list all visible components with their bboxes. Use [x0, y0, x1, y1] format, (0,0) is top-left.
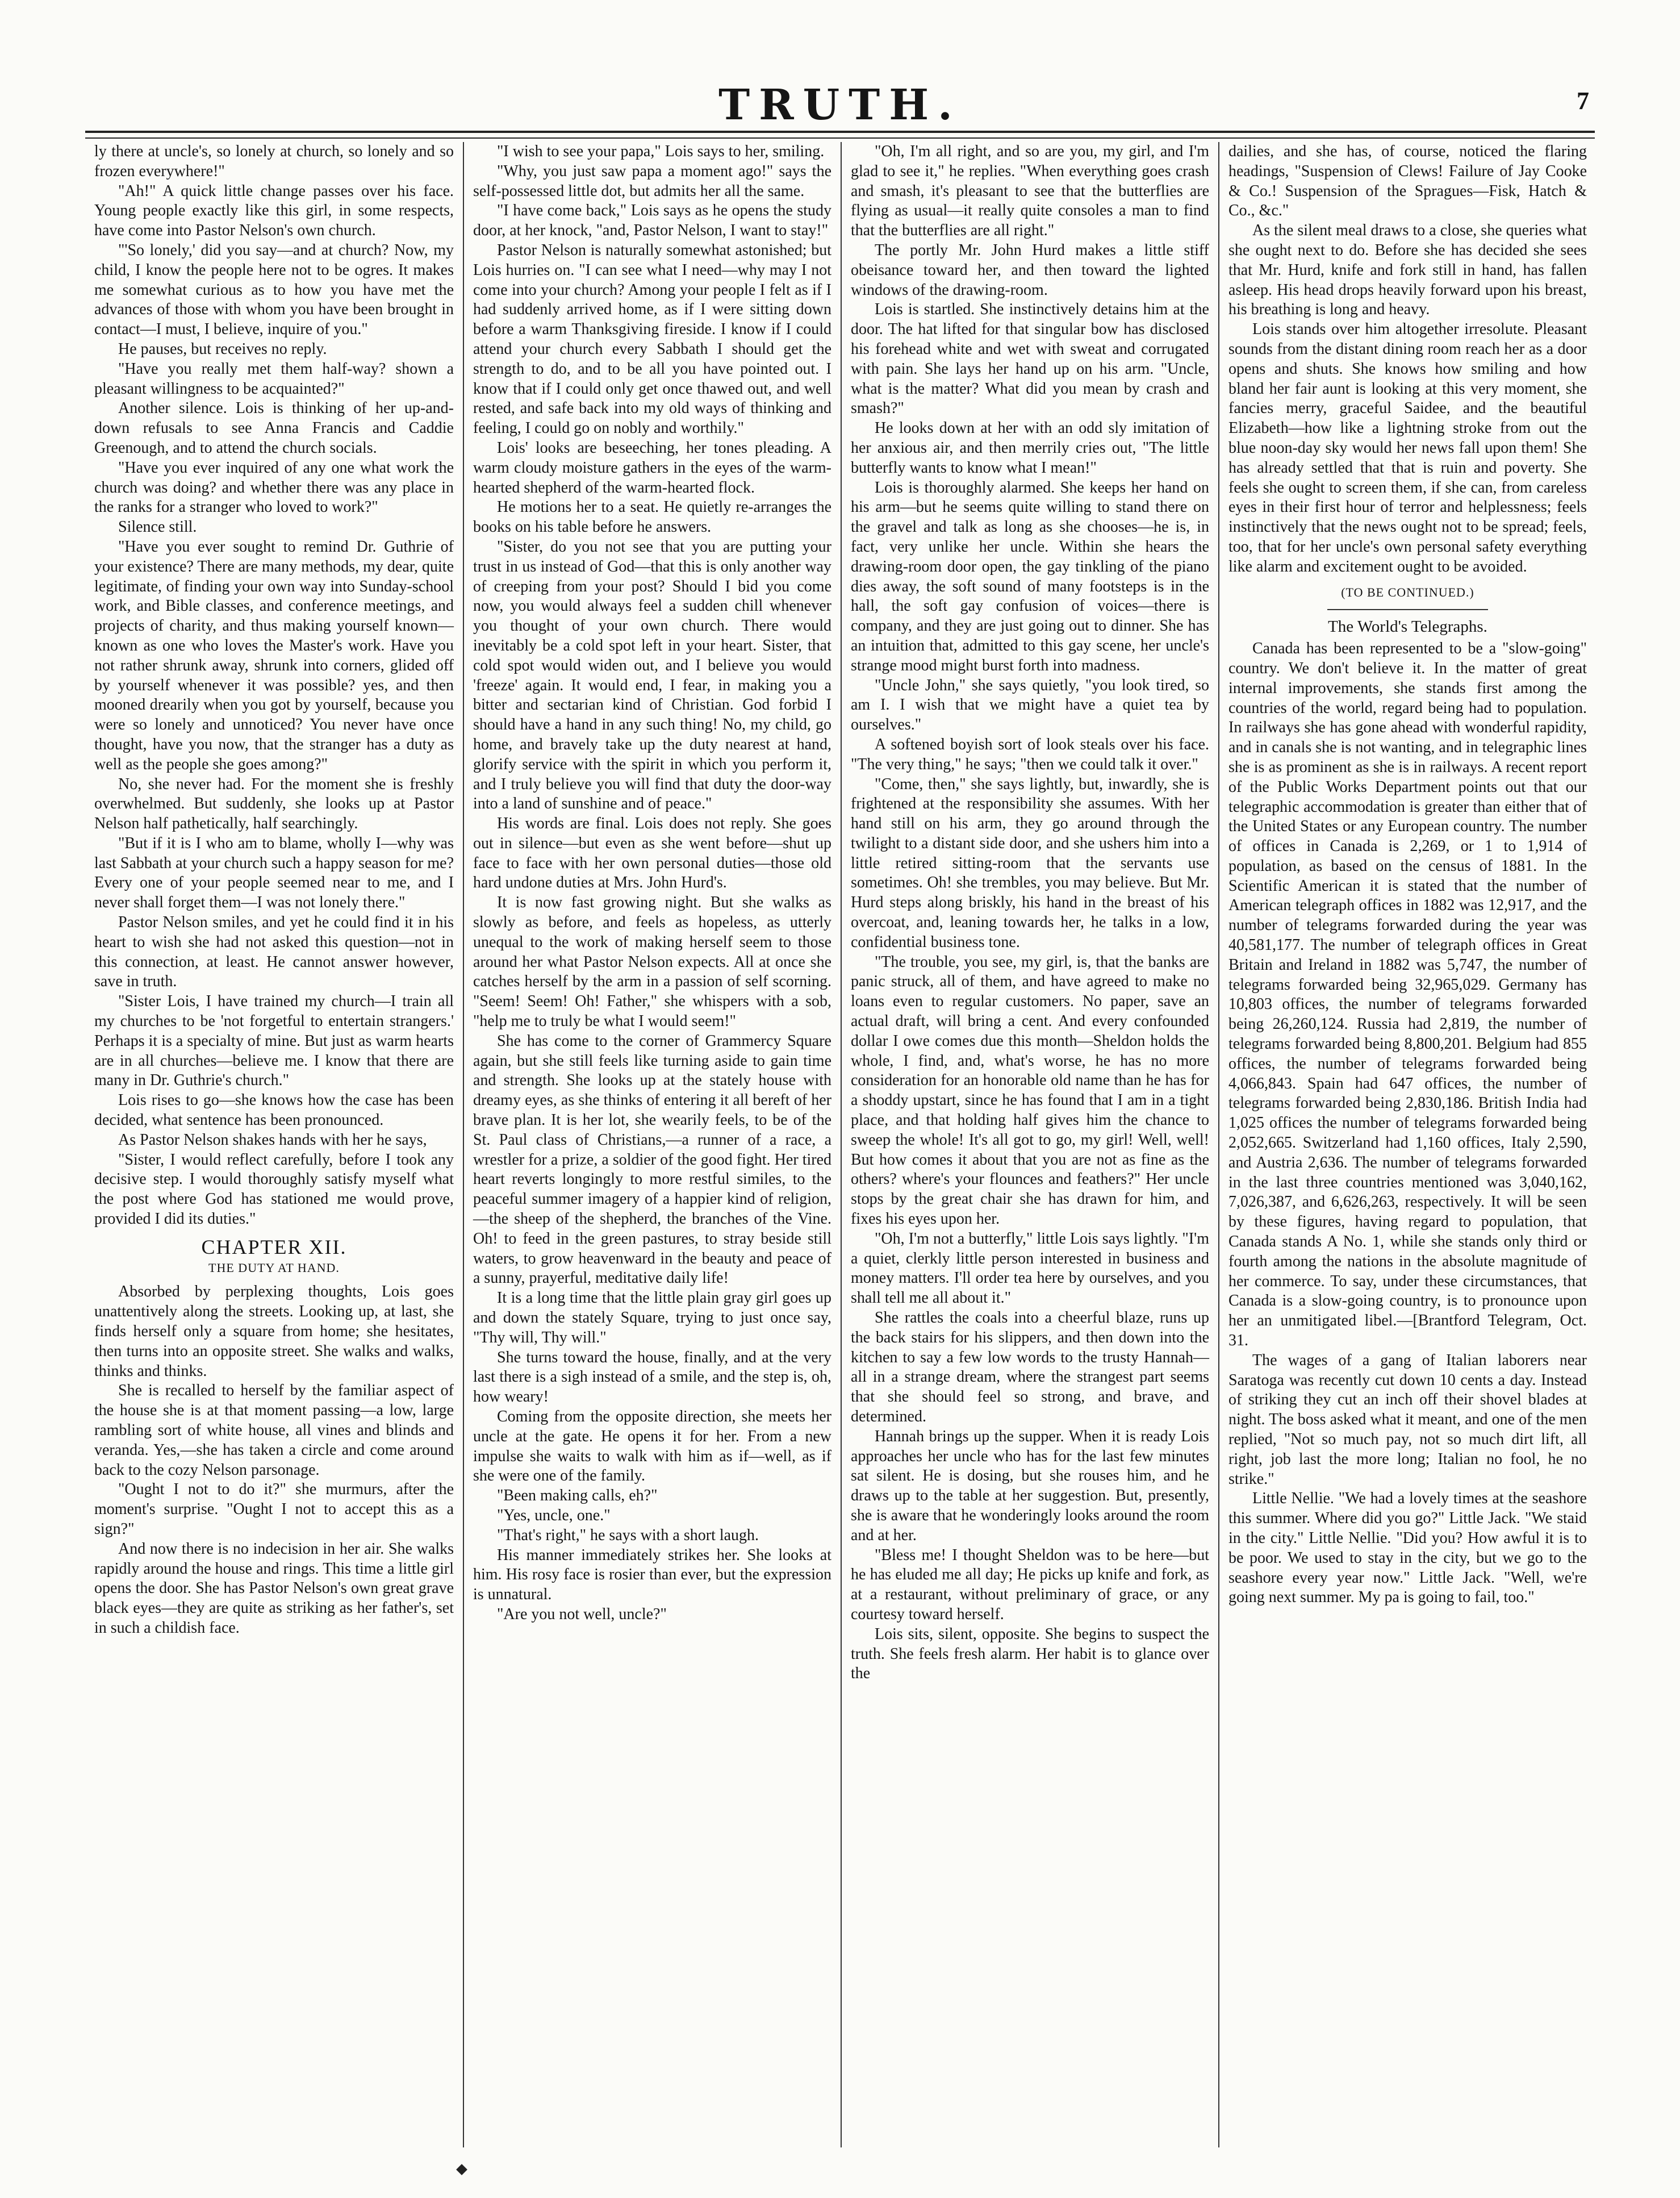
paragraph: "Have you ever sought to remind Dr. Guthrie of your existence? There are many methods, my dear, quite legitimate, of finding your own way into Sunday-school work, and Bible classes, and conference meetings, and projects of charity, and thus making yourself known—known as one who loves the Master's work. Have you not rather shrunk away, shrunk into corners, glided off by yourself whenever it was possible? yes, and then mooned drearily when you got by yourself, because you were so lonely and unnoticed? You never have once thought, have you now, that the stranger has a duty as well as the people she goes among?": [94, 537, 454, 773]
chapter-title: CHAPTER XII.: [201, 1235, 347, 1258]
paragraph: "Ought I not to do it?" she murmurs, after the moment's surprise. "Ought I not to accept this as a sign?": [94, 1480, 454, 1538]
paragraph: Lois stands over him altogether irresolute. Pleasant sounds from the distant dining room reach her as a door opens and shuts. She knows how smiling and how bland her fair aunt is looking at this very moment, she fancies merry, graceful Saidee, and the beautiful Elizabeth—how like a lightning stroke from out the blue noon-day sky would her news fall upon them! She has already settled that that is ruin and poverty. She feels she ought to screen them, if she can, from careless eyes in their first hour of terror and helplessness; feels instinctively that the news ought not to be spread; feels, too, that for her uncle's own personal safety everything like alarm and excitement ought to be avoided.: [1228, 320, 1587, 575]
paragraph: It is now fast growing night. But she walks as slowly as before, and feels as hopeless, as utterly unequal to the work of making herself seem to those around her what Pastor Nelson expects. All at once she catches herself by the arm in a passion of self scorning. "Seem! Seem! Oh! Father," she whispers with a sob, "help me to truly be what I would seem!": [473, 894, 831, 1031]
paragraph: Pastor Nelson is naturally somewhat astonished; but Lois hurries on. "I can see what I need—why may I not come into your church? Among your people I felt as if I had suddenly arrived home, as if I were sitting down before a warm Thanksgiving fireside. I know if I could attend your church every Sabbath I should get the strength to do, and to be all you have pointed out. I know that if I could only get once thawed out, and well rested, and safe back into my old ways of thinking and feeling, I could go on nobly and worthily.": [473, 241, 831, 437]
page-number: 7: [1577, 87, 1589, 115]
paragraph: Coming from the opposite direction, she meets her uncle at the gate. He opens it for her. From a new impulse she waits to walk with him as if—well, as if she were one of the family.: [473, 1408, 831, 1485]
paragraph: Another silence. Lois is thinking of her up-and-down refusals to see Anna Francis and Caddie Greenough, and to attend the church socials.: [94, 399, 454, 457]
paragraph: Absorbed by perplexing thoughts, Lois goes unattentively along the streets. Looking up, at last, she finds herself only a square from home; she hesitates, then turns into an opposite street. She walks and walks, thinks and thinks.: [94, 1283, 454, 1380]
paragraph: A softened boyish sort of look steals over his face. "The very thing," he says; "then we could talk it over.": [851, 735, 1209, 773]
chapter-subtitle: THE DUTY AT HAND.: [208, 1260, 340, 1275]
paragraph: Lois' looks are beseeching, her tones pleading. A warm cloudy moisture gathers in the eyes of the warm-hearted shepherd of the warm-hearted flock.: [473, 439, 831, 497]
paragraph: "But if it is I who am to blame, wholly I—why was last Sabbath at your church such a happy season for me? Every one of your people seemed near to me, and I never shall forget them—I was not lonely there.": [94, 834, 454, 912]
paragraph: Lois is thoroughly alarmed. She keeps her hand on his arm—but he seems quite willing to stand there on the gravel and talk as long as she chooses—he is, in fact, very unlike her uncle. Within she hears the drawing-room door open, the gay tinkling of the piano dies away, the soft sound of many footsteps is in the hall, the soft gay confusion of voices—there is company, and they are just going out to dinner. She has an intuition that, admitted to this gay scene, her uncle's strange mood might burst forth into madness.: [851, 478, 1209, 674]
paragraph: Little Nellie. "We had a lovely times at the seashore this summer. Where did you go?" Little Jack. "We staid in the city." Little Nellie. "Did you? How awful it is to be poor. We used to stay in the city, but we go to the seashore every year now." Little Jack. "Well, we're going next summer. My pa is going to fail, too.": [1228, 1490, 1587, 1607]
paragraph: Lois rises to go—she knows how the case has been decided, what sentence has been pronounced.: [94, 1091, 454, 1129]
paragraph: It is a long time that the little plain gray girl goes up and down the stately Square, trying to just once say, "Thy will, Thy will.": [473, 1289, 831, 1346]
paragraph: The portly Mr. John Hurd makes a little stiff obeisance toward her, and then toward the lighted windows of the drawing-room.: [851, 241, 1209, 299]
masthead-rule-thin: [85, 137, 1595, 139]
paragraph: "Have you ever inquired of any one what work the church was doing? and whether there was any place in the ranks for a stranger who loved to work?": [94, 458, 454, 516]
paragraph: He pauses, but receives no reply.: [118, 340, 327, 358]
paragraph: No, she never had. For the moment she is freshly overwhelmed. But suddenly, she looks up at Pastor Nelson half pathetically, half searchingly.: [94, 775, 454, 833]
paragraph: She is recalled to herself by the familiar aspect of the house she is at that moment passing—a low, large rambling sort of white house, all vines and blinds and veranda. Yes,—she has taken a circle and come around back to the cozy Nelson parsonage.: [94, 1382, 454, 1479]
paragraph: "Come, then," she says lightly, but, inwardly, she is frightened at the responsibility she assumes. With her hand still on his arm, they go around through the twilight to a distant side door, and she ushers him into a little retired sitting-room that the servants use sometimes. Oh! she trembles, you may believe. But Mr. Hurd steps along briskly, his hand in the breast of his overcoat, and, leaning towards her, he talks in a low, confidential business tone.: [851, 775, 1209, 951]
columns: [85, 142, 1596, 2147]
column-1: [85, 142, 463, 2147]
paragraph: "I have come back," Lois says as he opens the study door, at her knock, "and, Pastor Nelson, I want to stay!": [473, 202, 831, 240]
paragraph: "Are you not well, uncle?": [497, 1605, 667, 1623]
paragraph: "I wish to see your papa," Lois says to her, smiling.: [497, 143, 825, 160]
paragraph: She has come to the corner of Grammercy Square again, but she still feels like turning aside to gain time and strength. She looks up at the stately house with dreamy eyes, as she thinks of entering it all bereft of her brave plan. It is her lot, she wearily feels, to be of the St. Paul class of Christians,—a runner of a race, a wrestler for a prize, a soldier of the good fight. Her tired heart reverts longingly to more restful similes, to the peaceful summer imagery of a happier kind of religion,—the sheep of the shepherd, the branches of the Vine. Oh! to feed in the green pastures, to stray beside still waters, to grow heavenward in the beauty and peace of a sunny, prayerful, meditative daily life!: [473, 1032, 831, 1287]
paragraph: "Oh, I'm all right, and so are you, my girl, and I'm glad to see it," he replies. "When everything goes crash and smash, it's pleasant to see that the butterflies are flying as usual—it really quite consoles a man to find that the butterflies are all right.": [851, 143, 1209, 240]
article-headline: The World's Telegraphs.: [1328, 618, 1487, 636]
paragraph: dailies, and she has, of course, noticed the flaring headings, "Suspension of Clews! Failure of Jay Cooke & Co.! Suspension of the Spragues—Fisk, Hatch & Co., &c.": [1228, 143, 1587, 220]
paragraph: His manner immediately strikes her. She looks at him. His rosy face is rosier than ever, but the expression is unnatural.: [473, 1546, 831, 1604]
paragraph: Lois is startled. She instinctively detains him at the door. The hat lifted for that singular bow has disclosed his forehead white and wet with sweat and corrugated with pain. She lays her hand up on his arm. "Uncle, what is the matter? What did you mean by crash and smash?": [851, 301, 1209, 418]
paragraph: "The trouble, you see, my girl, is, that the banks are panic struck, all of them, and have agreed to make no loans even to regular customers. No paper, save an actual draft, will bring a cent. And every confounded dollar I owe comes due this month—Sheldon holds the whole, I find, and, what's worse, he has no more consideration for an honorable old name than he has for a shoddy upstart, since he has found that I am in a tight place, and that holding half gives him the chance to sweep the whole! It's all got to go, my girl! Well, well! But how comes it about that you are not as fine as the others? where's your flounces and feathers?" Her uncle stops by the great chair she has drawn for him, and fixes his eyes upon her.: [851, 953, 1209, 1228]
section-divider: [1327, 609, 1489, 610]
paragraph: She rattles the coals into a cheerful blaze, runs up the back stairs for his slippers, and then down into the kitchen to say a few low words to the trusty Hannah—all in a strange dream, where the strangest part seems that she should feel so strong, and brave, and determined.: [851, 1309, 1209, 1425]
paragraph: "Why, you just saw papa a moment ago!" says the self-possessed little dot, but admits her all the same.: [473, 162, 831, 200]
paragraph: As the silent meal draws to a close, she queries what she ought next to do. Before she has decided she sees that Mr. Hurd, knife and fork still in hand, has fallen asleep. His head drops heavily forward upon his breast, his breathing is long and heavy.: [1228, 222, 1587, 319]
paragraph: "Sister, I would reflect carefully, before I took any decisive step. I would thoroughly satisfy myself what the post where God has stationed me would prove, provided I did its duties.": [94, 1150, 454, 1228]
paragraph: She turns toward the house, finally, and at the very last there is a sigh instead of a smile, and the step is, oh, how weary!: [473, 1348, 831, 1406]
paragraph: "Been making calls, eh?": [497, 1487, 658, 1505]
paragraph: Silence still.: [118, 518, 197, 536]
paragraph: ly there at uncle's, so lonely at church, so lonely and so frozen everywhere!": [94, 143, 454, 180]
paragraph: "That's right," he says with a short laugh.: [497, 1526, 759, 1544]
paragraph: The wages of a gang of Italian laborers near Saratoga was recently cut down 10 cents a day. Instead of striking they cut an inch off their shovel blades at night. The boss asked what it meant, and one of the men replied, "Not so much pay, not so much dirt lift, all right, job last the more long; Italian no fool, he no strike.": [1228, 1351, 1587, 1488]
newspaper-title: TRUTH.: [718, 81, 962, 130]
column-4: [1218, 142, 1596, 2147]
paragraph: "Oh, I'm not a butterfly," little Lois says lightly. "I'm a quiet, clerkly little person interested in business and money matters. I'll order tea here by ourselves, and you shall tell me all about it.": [851, 1229, 1209, 1307]
paragraph: His words are final. Lois does not reply. She goes out in silence—but even as she went before—shut up face to face with her own personal duties—those old hard undone duties at Mrs. John Hurd's.: [473, 815, 831, 892]
paragraph: "Bless me! I thought Sheldon was to be here—but he has eluded me all day; He picks up knife and fork, as at a restaurant, without preliminary of grace, or any courtesy toward herself.: [851, 1546, 1209, 1623]
paragraph: As Pastor Nelson shakes hands with her he says,: [118, 1131, 427, 1149]
paragraph: "Ah!" A quick little change passes over his face. Young people exactly like this girl, in some respects, have come into Pastor Nelson's own church.: [94, 182, 454, 240]
paragraph: "Yes, uncle, one.": [497, 1506, 611, 1524]
paragraph: And now there is no indecision in her air. She walks rapidly around the house and rings. This time a little girl opens the door. She has Pastor Nelson's own great grave black eyes—they are quite as striking as her father's, set in such a childish face.: [94, 1540, 454, 1637]
paragraph: Canada has been represented to be a "slow-going" country. We don't believe it. In the matter of great internal improvements, she stands first among the countries of the world, regard being had to population. In railways she has gone ahead with wonderful rapidity, and in canals she is not wanting, and in telegraphic lines she is as prominent as she is in railways. A recent report of the Public Works Department points out that our telegraphic accommodation is greater than either that of the United States or any European country. The number of offices in Canada is 2,269, or 1 to 1,914 of population, as based on the census of 1881. In the Scientific American it is stated that the number of American telegraph offices in 1882 was 12,917, and the number of telegrams forwarded during the year was 40,581,177. The number of telegraph offices in Great Britain and Ireland in 1882 was 5,747, the number of telegrams forwarded being 32,965,029. Germany has 10,803 offices, the number of telegrams forwarded being 26,260,124. Russia had 2,819, the number of telegrams forwarded being 8,800,201. Belgium had 855 offices, the number of telegrams forwarded being 4,066,843. Spain had 647 offices, the number of telegrams forwarded being 2,830,186. British India had 1,025 offices the number of telegrams forwarded being 2,052,665. Switzerland had 1,160 offices, Italy 2,590, and Austria 2,636. The number of telegrams forwarded in the last three countries mentioned was 3,040,162, 7,026,387, and 6,626,263, respectively. It will be seen by these figures, having regard to population, that Canada stands A No. 1, while she stands only third or fourth among the nations in the absolute magnitude of her commerce. To say, under these circumstances, that Canada is a slow-going country, is to pronounce upon her an unmitigated libel.—[Brantford Telegram, Oct. 31.: [1228, 640, 1587, 1350]
paragraph: "Have you really met them half-way? shown a pleasant willingness to be acquainted?": [94, 360, 454, 398]
masthead-rule: [85, 131, 1595, 133]
paragraph: Hannah brings up the supper. When it is ready Lois approaches her uncle who has for the last few minutes sat silent. He is dosing, but she rouses him, and he draws up to the table at her suggestion. But, presently, she is aware that he wonderingly looks around the room and at her.: [851, 1427, 1209, 1544]
paragraph: "Sister, do you not see that you are putting your trust in us instead of God—that this is only another way of creeping from your post? Should I bid you come now, you would always feel a sudden chill whenever you thought of your own church. There would inevitably be a cold spot left in your heart. Sister, that cold spot would widen out, and I believe you would 'freeze' again. It would end, I fear, in making you a bitter and sectarian kind of Christian. God forbid I should have a hand in any such thing! No, my child, go home, and bravely take up the duty nearest at hand, glorify service with the spirit in which you perform it, and I truly believe you will find that duty the door-way into a land of sunshine and of peace.": [473, 537, 831, 813]
paragraph: "'So lonely,' did you say—and at church? Now, my child, I know the people here not to be ogres. It makes me somewhat curious as to how you have met the advances of those with whom you have been brought in contact—I must, I believe, inquire of you.": [94, 241, 454, 339]
paragraph: He looks down at her with an odd sly imitation of her anxious air, and then merrily cries out, "The little butterfly wants to know what I mean!": [851, 419, 1209, 477]
paragraph: Pastor Nelson smiles, and yet he could find it in his heart to wish she had not asked this question—not in this connection, at least. He cannot answer however, save in truth.: [94, 914, 454, 991]
paragraph: He motions her to a seat. He quietly re-arranges the books on his table before he answers.: [473, 498, 831, 536]
page-ornament: [456, 2164, 467, 2175]
masthead: [85, 74, 1595, 136]
paragraph: "Uncle John," she says quietly, "you look tired, so am I. I wish that we might have a quiet tea by ourselves.": [851, 676, 1209, 734]
paragraph: "Sister Lois, I have trained my church—I train all my churches to be 'not forgetful to entertain strangers.' Perhaps it is a specialty of mine. But just as warm hearts are in all churches—believe me. I know that there are many in Dr. Guthrie's church.": [94, 992, 454, 1090]
paragraph: Lois sits, silent, opposite. She begins to suspect the truth. She feels fresh alarm. Her habit is to glance over the: [851, 1625, 1209, 1683]
column-3: [841, 142, 1218, 2147]
column-2: [463, 142, 841, 2147]
to-be-continued: (TO BE CONTINUED.): [1341, 585, 1474, 599]
